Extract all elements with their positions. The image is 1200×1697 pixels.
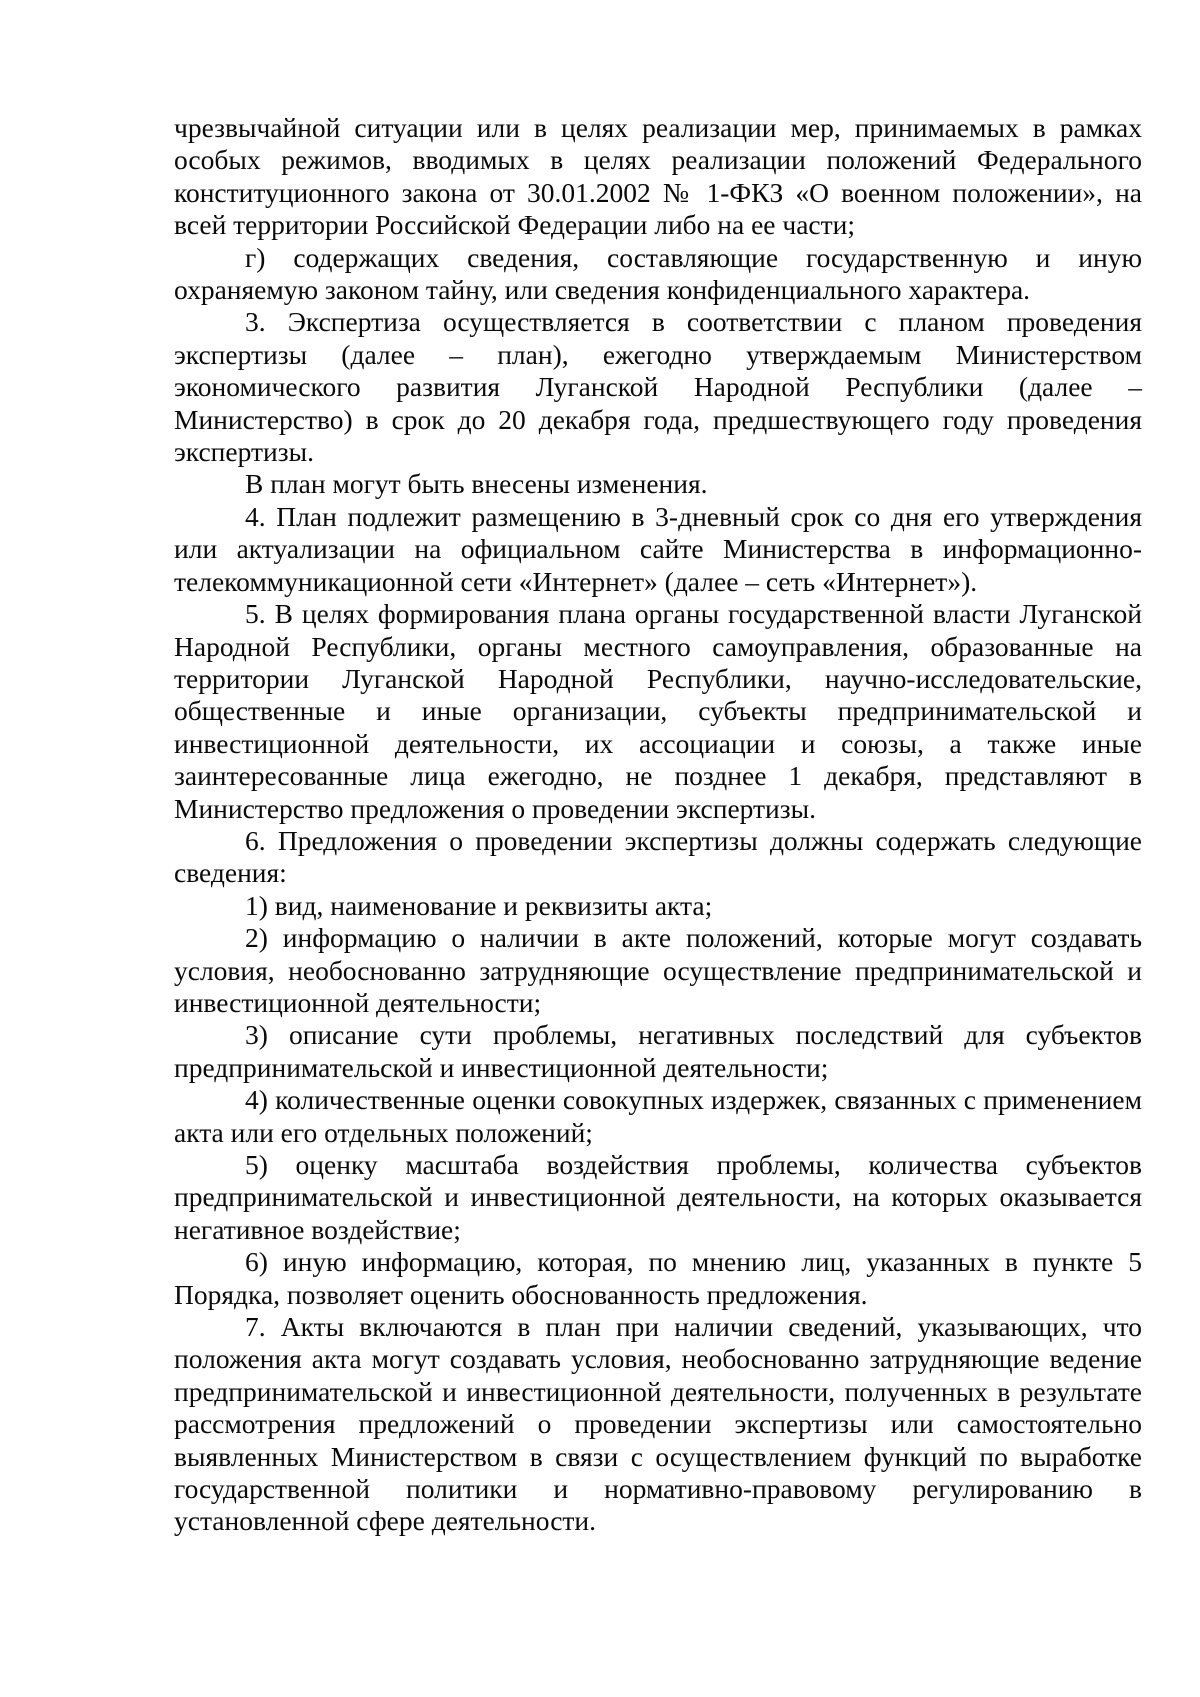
list-item-6: 6) иную информацию, которая, по мнению лиц, указанных в пункте 5 Порядка, позволяет оценить обоснованность предложения. [174, 1246, 1142, 1310]
paragraph-plan-changes: В план могут быть внесены изменения. [245, 468, 708, 500]
document-body [174, 112, 1142, 1538]
list-item-2: 2) информацию о наличии в акте положений, которые могут создавать условия, необоснованно затрудняющие осуществление предпринимательской и инвестиционной деятельности; [174, 922, 1142, 1018]
list-item-1: 1) вид, наименование и реквизиты акта; [245, 889, 713, 921]
paragraph-3: 3. Экспертиза осуществляется в соответствии с планом проведения экспертизы (далее – план), ежегодно утверждаемым Министерством экономического развития Луганской Народной Республики (далее – Министерство) в срок до 20 декабря года, предшествующего году проведения экспертизы. [174, 306, 1142, 468]
list-item-3: 3) описание сути проблемы, негативных последствий для субъектов предпринимательской и инвестиционной деятельности; [174, 1019, 1142, 1083]
list-item-5: 5) оценку масштаба воздействия проблемы, количества субъектов предпринимательской и инвестиционной деятельности, на которых оказывается негативное воздействие; [174, 1149, 1142, 1245]
paragraph-7: 7. Акты включаются в план при наличии сведений, указывающих, что положения акта могут создавать условия, необоснованно затрудняющие ведение предпринимательской и инвестиционной деятельности, полученных в результате рассмотрения предложений о проведении экспертизы или самостоятельно выявленных Министерством в связи с осуществлением функций по выработке государственной политики и нормативно-правовому регулированию в установленной сфере деятельности. [174, 1311, 1142, 1537]
paragraph-continuation: чрезвычайной ситуации или в целях реализации мер, принимаемых в рамках особых режимов, вводимых в целях реализации положений Федерального конституционного закона от 30.01.2002 № 1-ФКЗ «О военном положении», на всей территории Российской Федерации либо на ее части; [174, 112, 1142, 241]
paragraph-item-g: г) содержащих сведения, составляющие государственную и иную охраняемую законом тайну, или сведения конфиденциального характера. [174, 241, 1142, 306]
paragraph-4: 4. План подлежит размещению в 3-дневный срок со дня его утверждения или актуализации на официальном сайте Министерства в информационно-телекоммуникационной сети «Интернет» (далее – сеть «Интернет»). [174, 500, 1142, 597]
paragraph-5: 5. В целях формирования плана органы государственной власти Луганской Народной Республики, органы местного самоуправления, образованные на территории Луганской Народной Республики, научно-исследовательские, общественные и иные организации, субъекты предпринимательской и инвестиционной деятельности, их ассоциации и союзы, а также иные заинтересованные лица ежегодно, не позднее 1 декабря, представляют в Министерство предложения о проведении экспертизы. [174, 598, 1142, 824]
paragraph-6: 6. Предложения о проведении экспертизы должны содержать следующие сведения: [174, 824, 1142, 889]
list-item-4: 4) количественные оценки совокупных издержек, связанных с применением акта или его отдельных положений; [174, 1084, 1142, 1148]
